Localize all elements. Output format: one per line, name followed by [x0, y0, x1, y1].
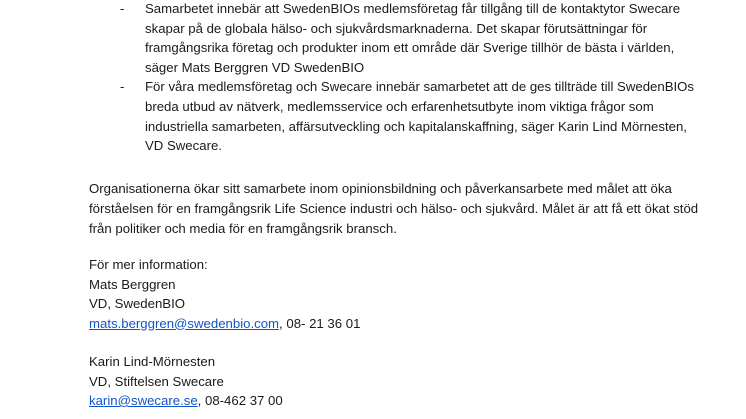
bullet-text: För våra medlemsföretag och Swecare innebär samarbetet att de ges tillträde till SwedenBIOs breda utbud av nätverk, medlemsservice och erfarenhetsutbyte inom viktiga frågor som industriella samarbeten, affärsutveckling och kapitalanskaffning, säger Karin Lind Mörnesten, VD Swecare. — [145, 79, 695, 154]
contact-title: VD, SwedenBIO — [89, 296, 186, 311]
contact-phone: , 08-462 37 00 — [197, 393, 283, 408]
body-paragraph: Organisationerna ökar sitt samarbete inom opinionsbildning och påverkansarbete med målet att öka förståelsen för en framgångsrik Life Science industri och hälso- och sjukvård. Målet är att få ett ökat stöd från politiker och media för en framgångsrik bransch. — [89, 181, 699, 236]
contact-email-line — [89, 314, 709, 334]
bullet-list — [120, 0, 700, 156]
contact-block-2 — [89, 352, 709, 411]
contact-phone: , 08- 21 36 01 — [279, 315, 361, 331]
bullet-dash: - — [120, 1, 125, 16]
email-link[interactable]: mats.berggren@swedenbio.com — [89, 315, 280, 331]
bullet-text: Samarbetet innebär att SwedenBIOs medlemsföretag får tillgång till de kontaktytor Swecare skapar på de globala hälso- och sjukvårdsmarknaderna. Det skapar förutsättningar för framgångsrika företag och produkter inom ett område där Sverige tillhör de bästa i världen, säger Mats Berggren VD SwedenBIO — [145, 1, 681, 75]
contact-name: Karin Lind-Mörnesten — [89, 354, 216, 369]
contact-intro: För mer information: — [89, 257, 208, 272]
contact-block-1 — [89, 255, 709, 333]
bullet-item-swedenbio — [120, 0, 700, 77]
contact-title: VD, Stiftelsen Swecare — [89, 373, 224, 389]
email-link[interactable]: karin@swecare.se — [89, 393, 198, 408]
bullet-item-swecare — [120, 77, 700, 155]
bullet-dash: - — [120, 79, 125, 95]
contact-name: Mats Berggren — [89, 276, 176, 292]
contact-email-line — [89, 391, 709, 411]
